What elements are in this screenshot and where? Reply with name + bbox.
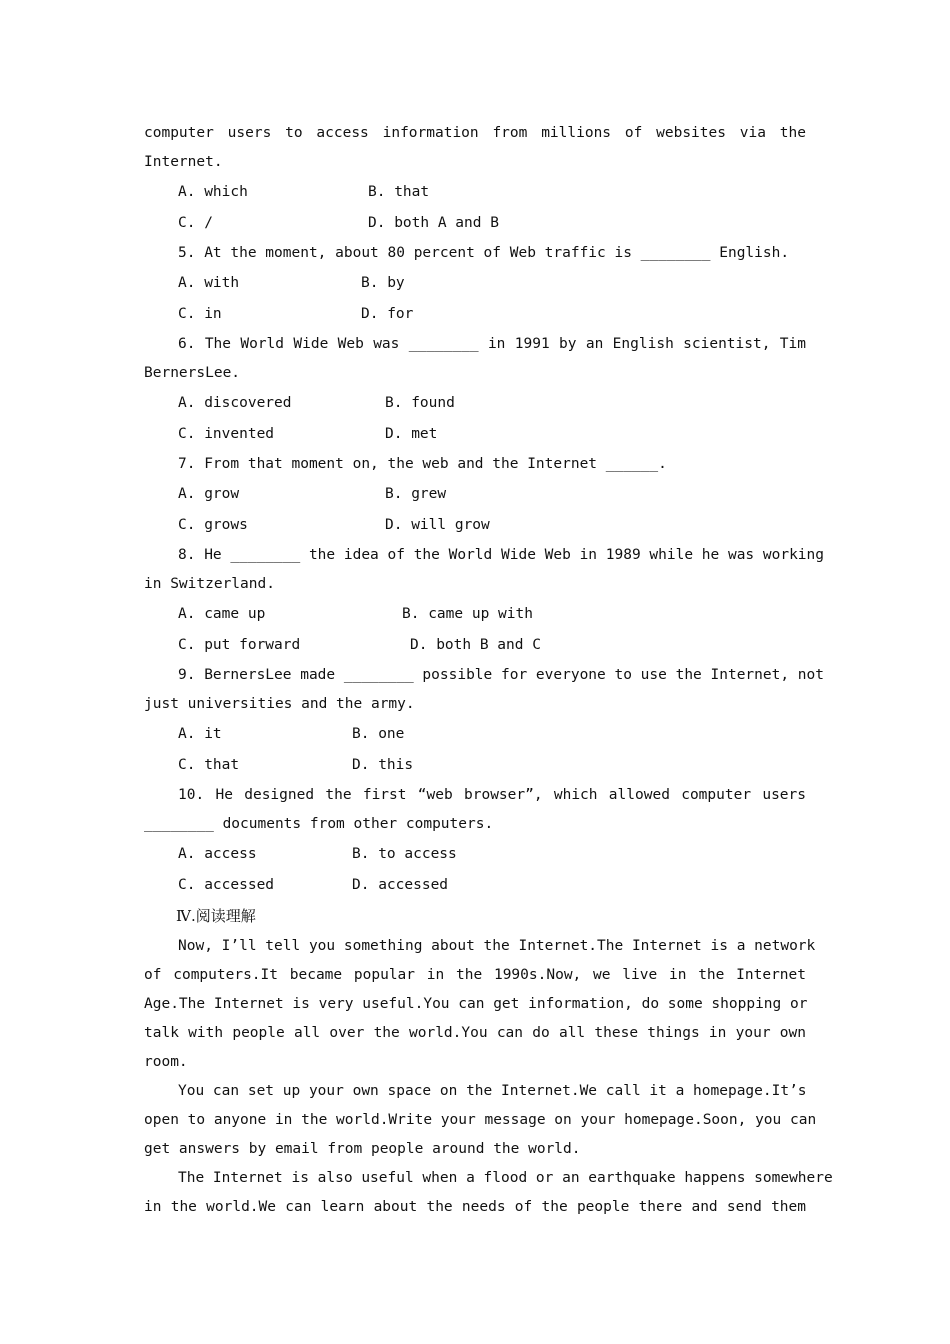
option-right: B. by xyxy=(361,275,405,291)
option-left: A. with xyxy=(178,275,240,291)
question-text-line: 8. He ________ the idea of the World Wide Web in 1989 while he was working xyxy=(178,547,825,563)
option-right: B. one xyxy=(352,726,405,742)
option-row xyxy=(144,630,806,661)
passage-paragraph xyxy=(144,932,816,1077)
passage-paragraph xyxy=(144,1164,833,1222)
question-text-line: in Switzerland. xyxy=(144,576,275,592)
question-text-line: BernersLee. xyxy=(144,365,241,381)
passage-paragraph xyxy=(144,1077,817,1164)
option-right: D. both A and B xyxy=(368,215,499,231)
option-left: C. accessed xyxy=(178,877,275,893)
question-text-line: 5. At the moment, about 80 percent of Web traffic is ________ English. xyxy=(178,245,790,261)
option-right: D. this xyxy=(352,757,414,773)
question-block xyxy=(144,239,806,330)
question-text-line: 7. From that moment on, the web and the Internet ______. xyxy=(178,456,667,472)
section-heading: Ⅳ.阅读理解 xyxy=(176,907,256,925)
passage-line: get answers by email from people around the world. xyxy=(144,1141,581,1157)
passage-line: The Internet is also useful when a flood or an earthquake happens somewhere xyxy=(178,1170,833,1186)
option-right: B. found xyxy=(385,395,455,411)
option-left: A. grow xyxy=(178,486,240,502)
option-left: A. access xyxy=(178,846,257,862)
option-row xyxy=(144,750,806,781)
option-row xyxy=(144,268,806,299)
option-left: C. that xyxy=(178,757,240,773)
passage-line: of computers.It became popular in the 1990s.Now, we live in the Internet xyxy=(144,967,806,983)
option-right: D. accessed xyxy=(352,877,449,893)
passage-line: Age.The Internet is very useful.You can get information, do some shopping or xyxy=(144,996,808,1012)
option-left: A. discovered xyxy=(178,395,292,411)
option-right: D. will grow xyxy=(385,517,490,533)
option-row xyxy=(144,479,806,510)
option-row xyxy=(144,839,806,870)
option-right: B. that xyxy=(368,184,430,200)
option-row xyxy=(144,719,806,750)
option-right: D. both B and C xyxy=(410,637,541,653)
question-block xyxy=(144,541,825,661)
question-text-line: just universities and the army. xyxy=(144,696,415,712)
option-left: C. in xyxy=(178,306,222,322)
option-left: A. which xyxy=(178,184,248,200)
passage-line: Now, I’ll tell you something about the Internet.The Internet is a network xyxy=(178,938,816,954)
option-row xyxy=(144,510,806,541)
passage-line: open to anyone in the world.Write your message on your homepage.Soon, you can xyxy=(144,1112,817,1128)
question-text-line: Internet. xyxy=(144,154,223,170)
question-block xyxy=(144,450,806,541)
option-right: D. met xyxy=(385,426,438,442)
option-right: B. to access xyxy=(352,846,457,862)
passage-line: in the world.We can learn about the needs of the people there and send them xyxy=(144,1199,806,1215)
option-left: C. grows xyxy=(178,517,248,533)
passage-line: room. xyxy=(144,1054,188,1070)
option-row xyxy=(144,599,806,630)
option-row xyxy=(144,208,806,239)
document-content xyxy=(144,119,833,1222)
option-left: C. put forward xyxy=(178,637,301,653)
option-left: A. it xyxy=(178,726,222,742)
option-row xyxy=(144,299,806,330)
option-right: B. grew xyxy=(385,486,447,502)
question-text-line: computer users to access information from millions of websites via the xyxy=(144,125,806,141)
option-row xyxy=(144,388,806,419)
question-text-line: 6. The World Wide Web was ________ in 1991 by an English scientist, Tim xyxy=(178,336,806,352)
option-right: B. came up with xyxy=(402,606,533,622)
question-text-line: 9. BernersLee made ________ possible for everyone to use the Internet, not xyxy=(178,667,825,683)
passage-line: talk with people all over the world.You can do all these things in your own xyxy=(144,1025,806,1041)
option-right: D. for xyxy=(361,306,414,322)
question-text-line: 10. He designed the first “web browser”, which allowed computer users xyxy=(178,787,806,803)
option-left: C. invented xyxy=(178,426,275,442)
passage-line: You can set up your own space on the Internet.We call it a homepage.It’s xyxy=(178,1083,807,1099)
question-text-line: ________ documents from other computers. xyxy=(144,816,494,832)
option-left: A. came up xyxy=(178,606,266,622)
option-row xyxy=(144,419,806,450)
question-block xyxy=(144,781,806,901)
question-block xyxy=(144,661,825,781)
question-block xyxy=(144,330,806,450)
question-block xyxy=(144,119,806,239)
option-row xyxy=(144,870,806,901)
option-row xyxy=(144,177,806,208)
option-left: C. / xyxy=(178,215,213,231)
